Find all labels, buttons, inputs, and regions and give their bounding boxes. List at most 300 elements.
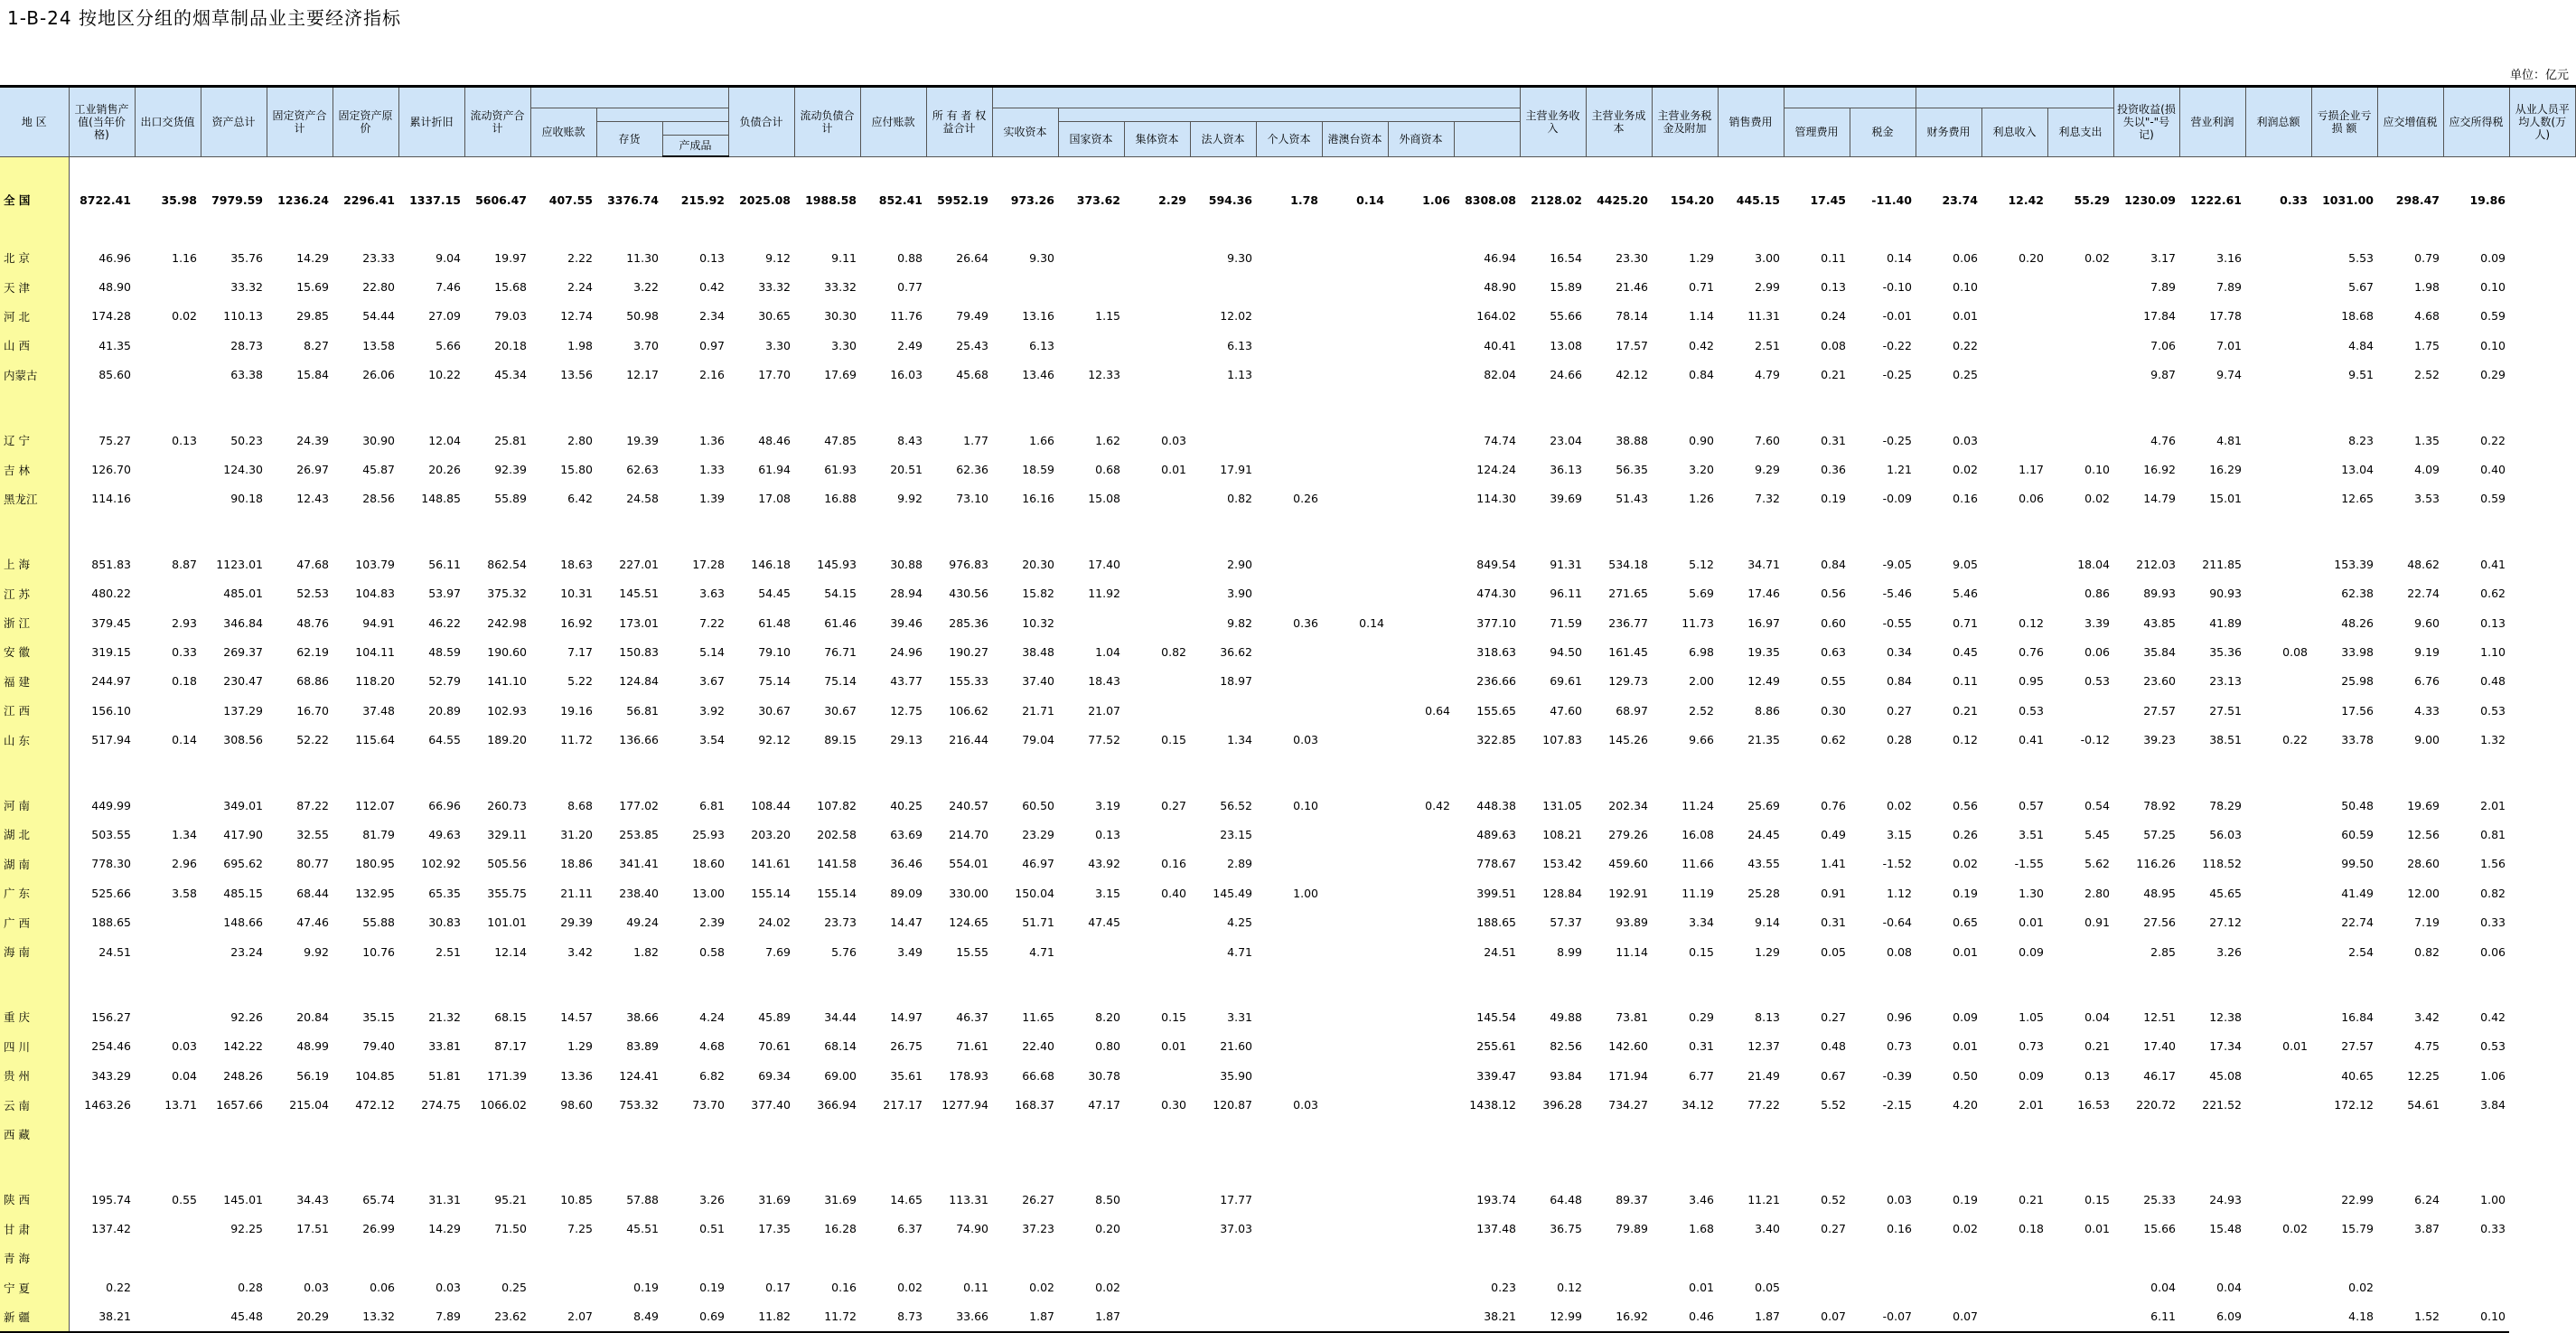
- value-cell: 5.12: [1689, 557, 1714, 571]
- value-cell: 0.79: [2414, 250, 2440, 265]
- value-cell: 0.28: [238, 1281, 263, 1295]
- value-cell: 188.65: [91, 915, 131, 930]
- region-cell: 广 西: [0, 907, 69, 936]
- value-cell: [2047, 426, 2113, 455]
- value-cell: 240.57: [949, 798, 988, 812]
- value-cell: 192.91: [1608, 886, 1648, 900]
- value-cell: [1256, 850, 1322, 878]
- value-cell: 11.72: [794, 1302, 860, 1332]
- value-cell: [1322, 820, 1388, 849]
- region-cell: [0, 755, 69, 791]
- value-cell: 50.23: [230, 433, 263, 447]
- value-cell: [135, 1215, 201, 1244]
- value-cell: 49.24: [626, 915, 659, 930]
- value-cell: 0.02: [2084, 492, 2110, 506]
- value-cell: 45.65: [2209, 886, 2242, 900]
- value-cell: 8308.08: [1465, 192, 1516, 207]
- value-cell: [1388, 608, 1454, 637]
- value-cell: 1123.01: [216, 557, 263, 571]
- value-cell: 7.17: [567, 644, 593, 659]
- value-cell: [135, 791, 201, 820]
- value-cell: 34.71: [1747, 557, 1780, 571]
- value-cell: 0.20: [2019, 250, 2044, 265]
- value-cell: 22.40: [1022, 1039, 1054, 1054]
- value-cell: 137.48: [1476, 1222, 1516, 1236]
- value-cell: 0.30: [1161, 1098, 1186, 1112]
- value-cell: 55.29: [2074, 192, 2110, 207]
- value-cell: 65.35: [428, 886, 461, 900]
- value-cell: 20.29: [267, 1302, 333, 1332]
- value-cell: [1322, 484, 1388, 513]
- value-cell: 65.74: [362, 1192, 395, 1206]
- col-fin-exp: 财务费用: [1916, 108, 1981, 157]
- value-cell: 18.97: [1220, 674, 1252, 689]
- value-cell: 11.92: [1088, 587, 1120, 601]
- value-cell: 255.61: [1476, 1039, 1516, 1054]
- value-cell: [1981, 1302, 2047, 1332]
- value-cell: 973.26: [1010, 192, 1054, 207]
- value-cell: 16.28: [824, 1222, 857, 1236]
- value-cell: 0.02: [1029, 1281, 1054, 1295]
- value-cell: 0.34: [1887, 644, 1912, 659]
- value-cell: [1388, 1090, 1454, 1119]
- value-cell: [1322, 1061, 1388, 1090]
- value-cell: 45.87: [362, 463, 395, 477]
- value-cell: 99.50: [2341, 857, 2374, 871]
- value-cell: 81.79: [362, 827, 395, 841]
- value-cell: 68.15: [494, 1009, 527, 1024]
- admin-group: [1784, 87, 1916, 108]
- region-cell: 重 庆: [0, 1002, 69, 1031]
- value-cell: [1520, 1120, 1586, 1149]
- value-cell: 16.53: [2077, 1098, 2110, 1112]
- value-cell: -0.22: [1882, 338, 1912, 352]
- table-row: [0, 725, 2576, 754]
- value-cell: 7.25: [567, 1222, 593, 1236]
- region-cell: 山 东: [0, 725, 69, 754]
- value-cell: 0.08: [1821, 338, 1846, 352]
- table-row: [0, 937, 2576, 966]
- value-cell: [2047, 302, 2113, 331]
- value-cell: 5.76: [831, 944, 857, 959]
- value-cell: [992, 1120, 1058, 1149]
- value-cell: 148.66: [223, 915, 263, 930]
- value-cell: 1.14: [1689, 309, 1714, 324]
- value-cell: 4.09: [2414, 463, 2440, 477]
- value-cell: [267, 1244, 333, 1272]
- value-cell: 339.47: [1476, 1068, 1516, 1083]
- value-cell: 24.39: [296, 433, 329, 447]
- value-cell: 75.14: [824, 674, 857, 689]
- value-cell: 114.30: [1476, 492, 1516, 506]
- value-cell: 20.26: [428, 463, 461, 477]
- value-cell: 2025.08: [739, 192, 791, 207]
- value-cell: 21.35: [1747, 733, 1780, 747]
- value-cell: 0.53: [2084, 674, 2110, 689]
- value-cell: [2443, 1120, 2509, 1149]
- value-cell: [1981, 272, 2047, 301]
- table-row: [0, 1090, 2576, 1119]
- value-cell: 62.36: [956, 463, 988, 477]
- value-cell: 21.71: [1022, 703, 1054, 718]
- value-cell: 1.05: [2019, 1009, 2044, 1024]
- value-cell: 28.94: [890, 587, 923, 601]
- value-cell: 28.56: [362, 492, 395, 506]
- value-cell: 2.85: [2150, 944, 2176, 959]
- value-cell: 39.46: [890, 615, 923, 630]
- value-cell: 0.24: [1821, 309, 1846, 324]
- value-cell: [530, 1272, 596, 1301]
- value-cell: 15.84: [296, 368, 329, 382]
- value-cell: 18.86: [560, 857, 593, 871]
- value-cell: [464, 1120, 530, 1149]
- value-cell: 3.42: [567, 944, 593, 959]
- value-cell: [135, 455, 201, 483]
- value-cell: 0.40: [2480, 463, 2506, 477]
- value-cell: 31.69: [824, 1192, 857, 1206]
- value-cell: 49.63: [428, 827, 461, 841]
- value-cell: 77.22: [1747, 1098, 1780, 1112]
- value-cell: 0.71: [1689, 280, 1714, 295]
- value-cell: 46.22: [428, 615, 461, 630]
- value-cell: [2245, 272, 2311, 301]
- value-cell: 21.32: [428, 1009, 461, 1024]
- value-cell: 33.78: [2341, 733, 2374, 747]
- spacer-row: [0, 1149, 2576, 1185]
- value-cell: [1256, 1185, 1322, 1214]
- value-cell: 0.03: [436, 1281, 461, 1295]
- value-cell: [1190, 1272, 1256, 1301]
- value-cell: [1256, 1244, 1322, 1272]
- value-cell: 189.20: [487, 733, 527, 747]
- value-cell: 9.92: [304, 944, 329, 959]
- value-cell: 78.92: [2143, 798, 2176, 812]
- value-cell: 155.65: [1476, 703, 1516, 718]
- value-cell: [1322, 696, 1388, 725]
- value-cell: 12.43: [296, 492, 329, 506]
- value-cell: 66.96: [428, 798, 461, 812]
- table-row: [0, 637, 2576, 666]
- value-cell: 17.56: [2341, 703, 2374, 718]
- value-cell: 4.68: [699, 1039, 725, 1054]
- value-cell: 472.12: [355, 1098, 395, 1112]
- region-cell: 福 建: [0, 667, 69, 696]
- value-cell: 16.08: [1681, 827, 1714, 841]
- value-cell: [1256, 549, 1322, 578]
- value-cell: [398, 1244, 464, 1272]
- value-cell: 1.87: [1058, 1302, 1124, 1332]
- value-cell: 31.20: [560, 827, 593, 841]
- value-cell: 136.66: [619, 733, 659, 747]
- value-cell: 1.15: [1095, 309, 1120, 324]
- value-cell: 11.65: [1022, 1009, 1054, 1024]
- value-cell: 0.82: [2414, 944, 2440, 959]
- value-cell: 9.60: [2414, 615, 2440, 630]
- value-cell: 485.01: [223, 587, 263, 601]
- value-cell: 41.89: [2209, 615, 2242, 630]
- value-cell: [1388, 667, 1454, 696]
- value-cell: 377.10: [1476, 615, 1516, 630]
- table-row: [0, 156, 2576, 243]
- value-cell: 417.90: [223, 827, 263, 841]
- value-cell: 90.93: [2209, 587, 2242, 601]
- value-cell: 5606.47: [475, 192, 527, 207]
- value-cell: 17.45: [1810, 192, 1846, 207]
- value-cell: 2.22: [567, 250, 593, 265]
- value-cell: [1586, 1244, 1652, 1272]
- value-cell: 15.80: [560, 463, 593, 477]
- value-cell: [398, 1120, 464, 1149]
- value-cell: [2245, 302, 2311, 331]
- value-cell: 4.24: [699, 1009, 725, 1024]
- value-cell: 22.74: [2341, 915, 2374, 930]
- value-cell: 5.46: [1953, 587, 1978, 601]
- col-admin-exp: 管理费用: [1784, 108, 1850, 157]
- value-cell: 13.71: [164, 1098, 197, 1112]
- value-cell: [2311, 1120, 2377, 1149]
- value-cell: 594.36: [1208, 192, 1252, 207]
- value-cell: 0.16: [1953, 492, 1978, 506]
- value-cell: 379.45: [91, 615, 131, 630]
- value-cell: 0.13: [2084, 1068, 2110, 1083]
- value-cell: 298.47: [2395, 192, 2440, 207]
- value-cell: 78.14: [1616, 309, 1648, 324]
- value-cell: 29.39: [560, 915, 593, 930]
- value-cell: 26.06: [362, 368, 395, 382]
- col-income-tax: 应交所得税: [2443, 87, 2509, 157]
- paid-in-group: [1058, 108, 1520, 122]
- value-cell: 180.95: [355, 857, 395, 871]
- value-cell: 0.71: [1953, 615, 1978, 630]
- value-cell: 0.86: [2084, 587, 2110, 601]
- value-cell: 71.50: [494, 1222, 527, 1236]
- value-cell: [1322, 579, 1388, 608]
- value-cell: 0.02: [1953, 1222, 1978, 1236]
- col-personal-cap: 个人资本: [1256, 122, 1322, 157]
- value-cell: [662, 1120, 728, 1149]
- value-cell: 73.81: [1616, 1009, 1648, 1024]
- value-cell: 0.45: [1953, 644, 1978, 659]
- value-cell: 2.52: [1689, 703, 1714, 718]
- value-cell: 48.46: [758, 433, 791, 447]
- value-cell: 28.60: [2407, 857, 2440, 871]
- value-cell: [1322, 725, 1388, 754]
- value-cell: [2245, 907, 2311, 936]
- value-cell: [860, 1120, 926, 1149]
- inventory-group: [596, 108, 728, 122]
- value-cell: [1124, 608, 1190, 637]
- value-cell: 254.46: [91, 1039, 131, 1054]
- value-cell: 20.84: [296, 1009, 329, 1024]
- value-cell: 47.60: [1550, 703, 1582, 718]
- value-cell: 23.62: [464, 1302, 530, 1332]
- value-cell: 0.27: [1161, 798, 1186, 812]
- value-cell: [1454, 1120, 1520, 1149]
- value-cell: 37.48: [362, 703, 395, 718]
- value-cell: 202.34: [1608, 798, 1648, 812]
- value-cell: [1322, 302, 1388, 331]
- value-cell: [1981, 1244, 2047, 1272]
- value-cell: 1.29: [1689, 250, 1714, 265]
- value-cell: 137.29: [223, 703, 263, 718]
- value-cell: 322.85: [1476, 733, 1516, 747]
- value-cell: 217.17: [883, 1098, 923, 1112]
- value-cell: 131.05: [1542, 798, 1582, 812]
- value-cell: [1256, 1272, 1322, 1301]
- value-cell: 145.51: [619, 587, 659, 601]
- value-cell: 141.10: [487, 674, 527, 689]
- current-assets-group: [530, 87, 728, 108]
- value-cell: [662, 1244, 728, 1272]
- col-cost: 主营业务成 本: [1586, 87, 1652, 157]
- value-cell: [1388, 243, 1454, 272]
- value-cell: 346.84: [223, 615, 263, 630]
- value-cell: [2245, 455, 2311, 483]
- value-cell: 9.30: [1227, 250, 1252, 265]
- value-cell: 11.72: [560, 733, 593, 747]
- value-cell: 10.31: [560, 587, 593, 601]
- value-cell: 734.27: [1608, 1098, 1648, 1112]
- value-cell: 1.78: [1290, 192, 1318, 207]
- value-cell: 242.98: [487, 615, 527, 630]
- value-cell: 1.34: [172, 827, 197, 841]
- value-cell: 0.82: [1161, 644, 1186, 659]
- value-cell: 13.46: [1022, 368, 1054, 382]
- value-cell: 2.54: [2348, 944, 2374, 959]
- value-cell: 221.52: [2202, 1098, 2242, 1112]
- value-cell: 1.68: [1689, 1222, 1714, 1236]
- value-cell: [1388, 1185, 1454, 1214]
- value-cell: [1388, 426, 1454, 455]
- value-cell: 215.04: [289, 1098, 329, 1112]
- value-cell: [135, 1002, 201, 1031]
- value-cell: 7.01: [2216, 338, 2242, 352]
- value-cell: 24.96: [890, 644, 923, 659]
- value-cell: 2.80: [567, 433, 593, 447]
- value-cell: 94.50: [1550, 644, 1582, 659]
- value-cell: 45.68: [956, 368, 988, 382]
- value-cell: 41.35: [98, 338, 131, 352]
- value-cell: 0.06: [2019, 492, 2044, 506]
- value-cell: 9.51: [2348, 368, 2374, 382]
- value-cell: 55.89: [494, 492, 527, 506]
- value-cell: [2245, 1244, 2311, 1272]
- value-cell: [1124, 820, 1190, 849]
- value-cell: 68.14: [824, 1039, 857, 1054]
- value-cell: 4.76: [2150, 433, 2176, 447]
- value-cell: [1388, 549, 1454, 578]
- value-cell: 101.01: [487, 915, 527, 930]
- value-cell: [2245, 1002, 2311, 1031]
- value-cell: [2245, 1272, 2311, 1301]
- value-cell: 0.53: [2019, 703, 2044, 718]
- value-cell: 862.54: [487, 557, 527, 571]
- value-cell: 9.00: [2414, 733, 2440, 747]
- value-cell: 9.82: [1227, 615, 1252, 630]
- value-cell: 45.08: [2209, 1068, 2242, 1083]
- value-cell: 60.50: [1022, 798, 1054, 812]
- region-cell: 黑龙江: [0, 484, 69, 513]
- value-cell: 87.17: [494, 1039, 527, 1054]
- value-cell: 0.10: [1953, 280, 1978, 295]
- value-cell: [1322, 907, 1388, 936]
- value-cell: 30.90: [362, 433, 395, 447]
- value-cell: -0.39: [1882, 1068, 1912, 1083]
- value-cell: 0.48: [1821, 1039, 1846, 1054]
- value-cell: [2245, 361, 2311, 390]
- value-cell: 35.98: [161, 192, 197, 207]
- value-cell: [1124, 484, 1190, 513]
- value-cell: 366.94: [817, 1098, 857, 1112]
- value-cell: 9.87: [2150, 368, 2176, 382]
- value-cell: 3.58: [172, 886, 197, 900]
- value-cell: 118.52: [2202, 857, 2242, 871]
- value-cell: 0.05: [1821, 944, 1846, 959]
- value-cell: 0.53: [2480, 703, 2506, 718]
- col-tax: 税金: [1850, 108, 1916, 157]
- value-cell: 14.47: [890, 915, 923, 930]
- value-cell: 145.93: [817, 557, 857, 571]
- value-cell: 104.85: [355, 1068, 395, 1083]
- value-cell: 0.56: [1953, 798, 1978, 812]
- value-cell: 36.75: [1550, 1222, 1582, 1236]
- value-cell: [1124, 907, 1190, 936]
- value-cell: 77.52: [1088, 733, 1120, 747]
- value-cell: [1388, 820, 1454, 849]
- value-cell: 30.67: [758, 703, 791, 718]
- value-cell: 449.99: [91, 798, 131, 812]
- value-cell: 271.65: [1608, 587, 1648, 601]
- table-row: [0, 1244, 2576, 1272]
- value-cell: 0.15: [1161, 1009, 1186, 1024]
- value-cell: [530, 1244, 596, 1272]
- value-cell: [1784, 1120, 1850, 1149]
- value-cell: 445.15: [1736, 192, 1780, 207]
- value-cell: 6.98: [1689, 644, 1714, 659]
- value-cell: 47.68: [296, 557, 329, 571]
- col-corporate-cap: 法人资本: [1190, 122, 1256, 157]
- value-cell: 16.88: [824, 492, 857, 506]
- col-fixed-original: 固定资产原 价: [333, 87, 398, 157]
- value-cell: 23.74: [1942, 192, 1978, 207]
- value-cell: -0.25: [1882, 368, 1912, 382]
- value-cell: 1.34: [1227, 733, 1252, 747]
- value-cell: 26.27: [1022, 1192, 1054, 1206]
- value-cell: 0.21: [2019, 1192, 2044, 1206]
- value-cell: 2.52: [2414, 368, 2440, 382]
- value-cell: 12.75: [890, 703, 923, 718]
- col-total-profit: 利润总额: [2245, 87, 2311, 157]
- value-cell: 23.30: [1616, 250, 1648, 265]
- value-cell: 9.05: [1953, 557, 1978, 571]
- value-cell: 3.49: [897, 944, 923, 959]
- value-cell: 220.72: [2136, 1098, 2176, 1112]
- value-cell: 7.46: [436, 280, 461, 295]
- value-cell: 36.46: [890, 857, 923, 871]
- value-cell: 8722.41: [80, 192, 131, 207]
- value-cell: 0.16: [831, 1281, 857, 1295]
- value-cell: 0.22: [2282, 733, 2308, 747]
- value-cell: [1124, 1120, 1190, 1149]
- value-cell: 40.25: [890, 798, 923, 812]
- value-cell: [1784, 1272, 1850, 1301]
- value-cell: 5.62: [2084, 857, 2110, 871]
- value-cell: 62.63: [626, 463, 659, 477]
- value-cell: 102.92: [421, 857, 461, 871]
- value-cell: 7.32: [1755, 492, 1780, 506]
- value-cell: [1916, 1120, 1981, 1149]
- value-cell: -0.25: [1882, 433, 1912, 447]
